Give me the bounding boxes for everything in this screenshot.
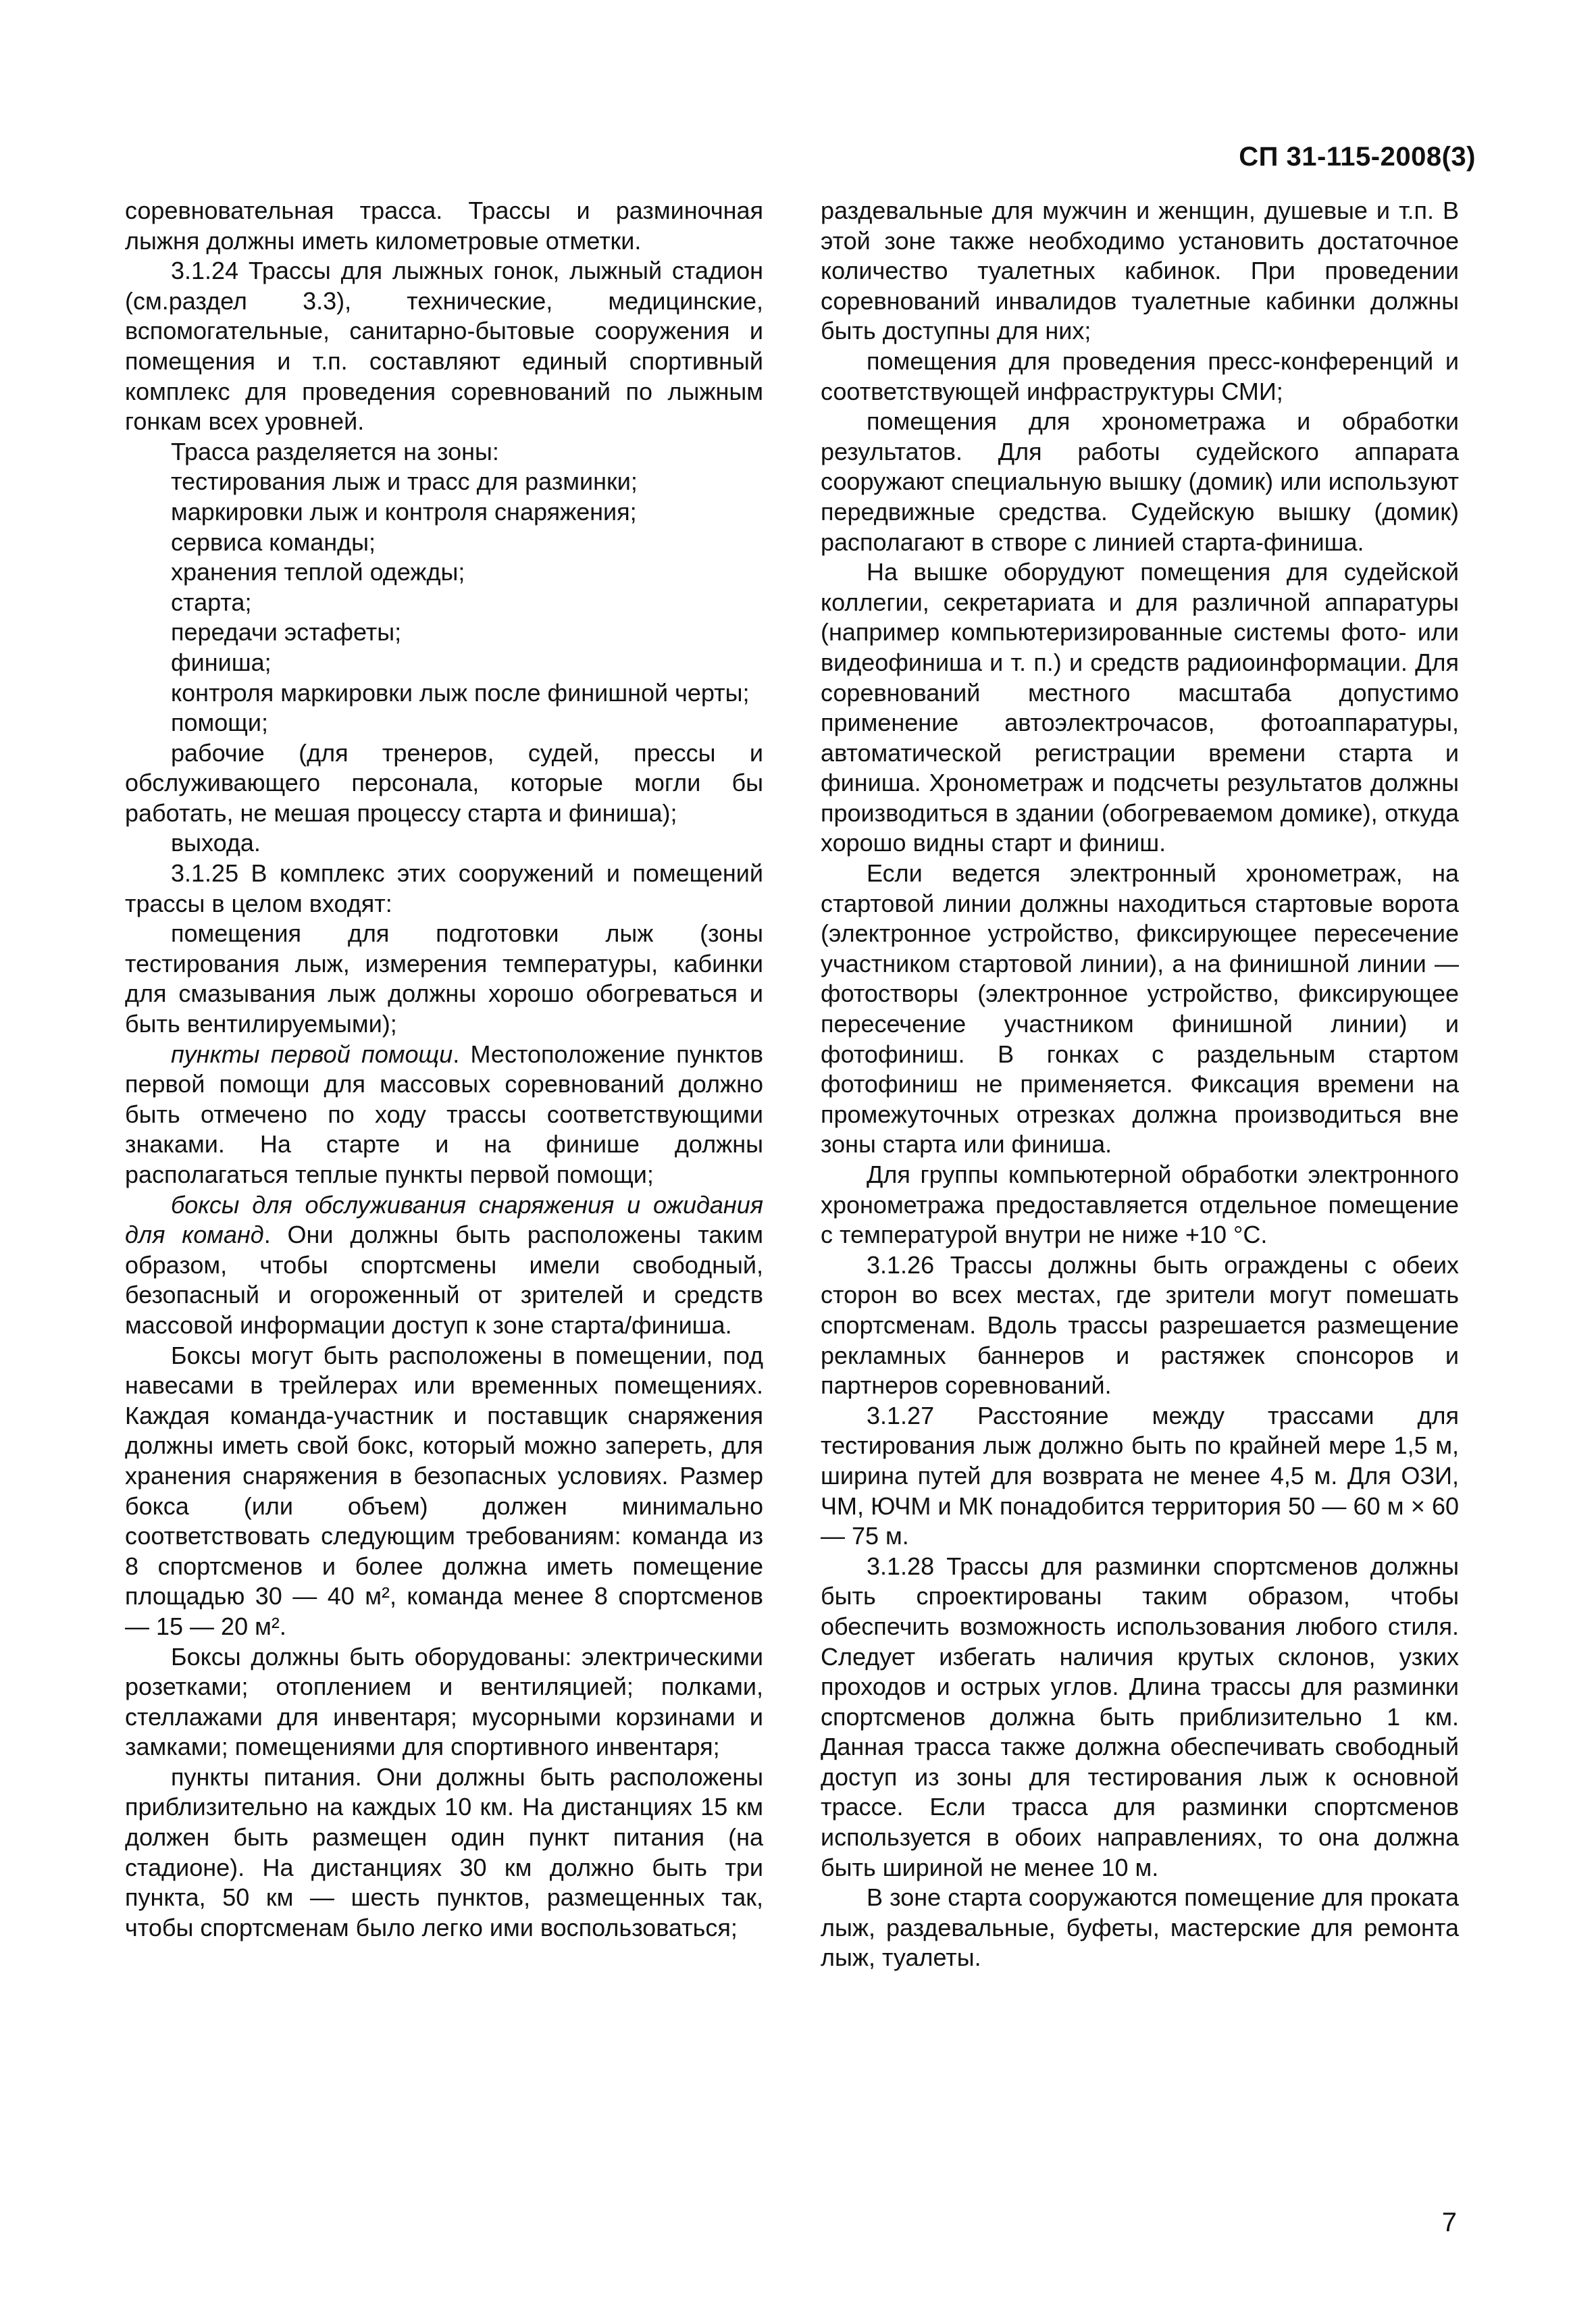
paragraph-text: пункты питания. Они должны быть расположены приблизительно на каждых 10 км. На дистанциях 15 км должен быть размещен один пункт питания (на стадионе). На дистанциях 30 км должно быть три пункта, 50 км — шесть пунктов, размещенных так, чтобы спортсменам было легко ими воспользоваться; bbox=[125, 1762, 763, 1941]
paragraph-text: 3.1.26 Трассы должны быть ограждены с обеих сторон во всех местах, где зрители могут помешать спортсменам. Вдоль трассы разрешается размещение рекламных баннеров и растяжек спонсоров и партнеров соревнований. bbox=[821, 1250, 1459, 1400]
paragraph bbox=[125, 437, 763, 467]
paragraph-text: контроля маркировки лыж после финишной черты; bbox=[171, 678, 750, 707]
paragraph bbox=[125, 557, 763, 588]
paragraph-text: Трасса разделяется на зоны: bbox=[171, 437, 499, 465]
paragraph bbox=[821, 1552, 1459, 1883]
paragraph bbox=[125, 617, 763, 648]
paragraph-text: маркировки лыж и контроля снаряжения; bbox=[171, 497, 637, 526]
paragraph-text: помещения для хронометража и обработки результатов. Для работы судейского аппарата сооружают специальную вышку (домик) или используют передвижные средства. Судейскую вышку (домик) располагают в створе с линией старта-финиша. bbox=[821, 407, 1459, 556]
right-column bbox=[821, 196, 1459, 1973]
paragraph-lead: пункты первой помощи bbox=[171, 1040, 453, 1068]
paragraph-text: сервиса команды; bbox=[171, 528, 376, 556]
paragraph bbox=[125, 588, 763, 618]
paragraph-text: 3.1.24 Трассы для лыжных гонок, лыжный стадион (см.раздел 3.3), технические, медицинские, вспомогательные, санитарно-бытовые сооружения и помещения и т.п. составляют единый спортивный комплекс для проведения соревнований по лыжным гонкам всех уровней. bbox=[125, 257, 763, 436]
paragraph bbox=[821, 859, 1459, 1160]
paragraph bbox=[125, 467, 763, 497]
page-number: 7 bbox=[1441, 2208, 1457, 2237]
paragraph-text: . Местоположение пунктов первой помощи для массовых соревнований должно быть отмечено по ходу трассы соответствующими знаками. На старте и на финише должны располагаться теплые пункты первой помощи; bbox=[125, 1040, 763, 1188]
paragraph-text: 3.1.28 Трассы для разминки спортсменов должны быть спроектированы таким образом, чтобы обеспечить возможность использования любого стиля. Следует избегать наличия крутых склонов, узких проходов и острых углов. Длина трассы для разминки спортсменов должна быть приблизительно 1 км. Данная трасса также должна обеспечивать свободный доступ из зоны для тестирования лыж к основной трассе. Если трасса для разминки спортсменов используется в обоих направлениях, то она должна быть шириной не менее 10 м. bbox=[821, 1552, 1459, 1881]
paragraph-text: Боксы могут быть расположены в помещении, под навесами в трейлерах или временных помещениях. Каждая команда-участник и поставщик снаряжения должны иметь свой бокс, который можно запереть, для хранения снаряжения в безопасных условиях. Размер бокса (или объем) должен минимально соответствовать следующим требованиям: команда из 8 спортсменов и более должна иметь помещение площадью 30 — 40 м², команда менее 8 спортсменов — 15 — 20 м². bbox=[125, 1341, 763, 1640]
paragraph bbox=[125, 708, 763, 738]
paragraph bbox=[125, 1040, 763, 1190]
paragraph bbox=[125, 528, 763, 558]
paragraph-text: тестирования лыж и трасс для разминки; bbox=[171, 467, 638, 496]
paragraph bbox=[125, 678, 763, 709]
paragraph-text: . Они должны быть расположены таким образом, чтобы спортсмены имели свободный, безопасный и огороженный от зрителей и средств массовой информации доступ к зоне старта/финиша. bbox=[125, 1221, 763, 1339]
paragraph bbox=[125, 497, 763, 528]
paragraph-text: финиша; bbox=[171, 648, 272, 676]
paragraph-text: передачи эстафеты; bbox=[171, 618, 402, 646]
paragraph-text: помещения для подготовки лыж (зоны тестирования лыж, измерения температуры, кабинки для смазывания лыж должны хорошо обогреваться и быть вентилируемыми); bbox=[125, 919, 763, 1038]
left-column bbox=[125, 196, 763, 1943]
paragraph-text: помещения для проведения пресс-конференций и соответствующей инфраструктуры СМИ; bbox=[821, 347, 1459, 405]
paragraph bbox=[125, 648, 763, 678]
paragraph bbox=[125, 256, 763, 437]
paragraph bbox=[125, 859, 763, 919]
paragraph-text: На вышке оборудуют помещения для судейской коллегии, секретариата и для различной аппаратуры (например компьютеризированные системы фото- или видеофиниша и т. п.) и средств радиоинформации. Для соревнований местного масштаба допустимо применение автоэлектрочасов, фотоаппаратуры, автоматической регистрации времени старта и финиша. Хронометраж и подсчеты результатов должны производиться в здании (обогреваемом домике), откуда хорошо видны старт и финиш. bbox=[821, 558, 1459, 857]
paragraph-text: помощи; bbox=[171, 709, 269, 737]
paragraph-text: 3.1.25 В комплекс этих сооружений и помещений трассы в целом входят: bbox=[125, 859, 763, 917]
paragraph bbox=[125, 1642, 763, 1762]
paragraph bbox=[821, 347, 1459, 407]
paragraph-text: 3.1.27 Расстояние между трассами для тестирования лыж должно быть по крайней мере 1,5 м, ширина путей для возврата не менее 4,5 м. Для ОЗИ, ЧМ, ЮЧМ и МК понадобится территория 50 — 60 м × 60 — 75 м. bbox=[821, 1401, 1459, 1550]
paragraph bbox=[821, 557, 1459, 859]
paragraph bbox=[125, 1190, 763, 1341]
paragraph bbox=[821, 407, 1459, 557]
paragraph bbox=[125, 196, 763, 256]
paragraph-text: выхода. bbox=[171, 829, 261, 857]
paragraph-text: Боксы должны быть оборудованы: электрическими розетками; отоплением и вентиляцией; полками, стеллажами для инвентаря; мусорными корзинами и замками; помещениями для спортивного инвентаря; bbox=[125, 1642, 763, 1761]
paragraph bbox=[125, 738, 763, 829]
paragraph-text: В зоне старта сооружаются помещение для проката лыж, раздевальные, буфеты, мастерские для ремонта лыж, туалеты. bbox=[821, 1883, 1459, 1972]
paragraph bbox=[821, 1160, 1459, 1250]
paragraph bbox=[125, 919, 763, 1039]
paragraph bbox=[821, 1401, 1459, 1552]
paragraph bbox=[821, 1250, 1459, 1401]
paragraph-text: Если ведется электронный хронометраж, на стартовой линии должны находиться стартовые ворота (электронное устройство, фиксирующее пересечение участником стартовой линии), а на финишной линии — фотостворы (электронное устройство, фиксирующее пересечение участником финишной линии) и фотофиниш. В гонках с раздельным стартом фотофиниш не применяется. Фиксация времени на промежуточных отрезках должна производиться вне зоны старта или финиша. bbox=[821, 859, 1459, 1159]
paragraph bbox=[821, 196, 1459, 347]
paragraph-text: соревновательная трасса. Трассы и разминочная лыжня должны иметь километровые отметки. bbox=[125, 197, 763, 255]
paragraph-text: хранения теплой одежды; bbox=[171, 558, 465, 586]
paragraph bbox=[125, 1762, 763, 1943]
paragraph bbox=[125, 828, 763, 859]
paragraph-text: Для группы компьютерной обработки электронного хронометража предоставляется отдельное помещение с температурой внутри не ниже +10 °С. bbox=[821, 1161, 1459, 1249]
document-code: СП 31-115-2008(3) bbox=[1239, 142, 1476, 172]
paragraph bbox=[821, 1883, 1459, 1973]
paragraph bbox=[125, 1341, 763, 1642]
paragraph-text: раздевальные для мужчин и женщин, душевые и т.п. В этой зоне также необходимо установить достаточное количество туалетных кабинок. При проведении соревнований инвалидов туалетные кабинки должны быть доступны для них; bbox=[821, 197, 1459, 345]
paragraph-text: старта; bbox=[171, 588, 252, 616]
paragraph-lead: боксы для обслуживания снаряжения и ожидания для команд bbox=[125, 1190, 763, 1249]
paragraph-text: рабочие (для тренеров, судей, прессы и обслуживающего персонала, которые могли бы работать, не мешая процессу старта и финиша); bbox=[125, 738, 763, 827]
